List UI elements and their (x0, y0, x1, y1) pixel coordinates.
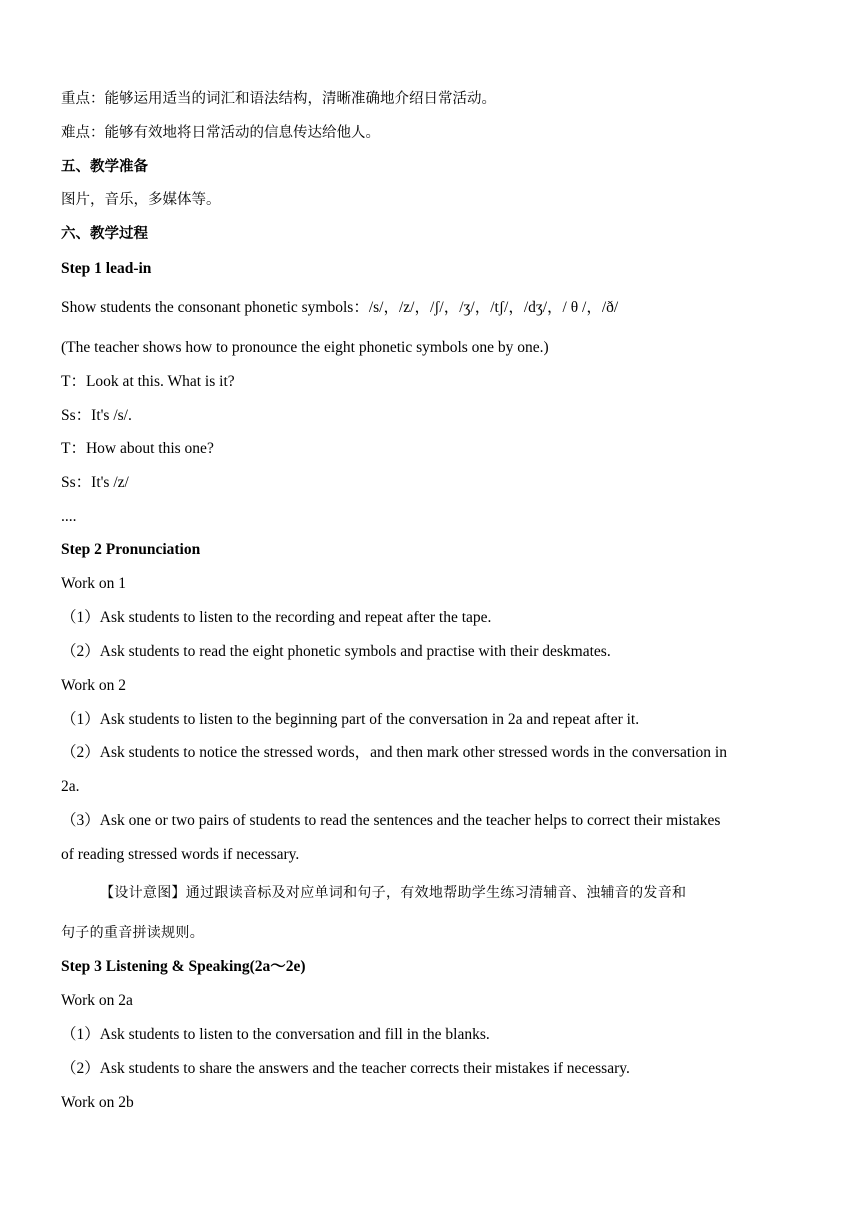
work-on-1-label: Work on 1 (61, 575, 127, 592)
section-5-heading: 五、教学准备 (61, 159, 148, 175)
work-on-2a-item-1: （1）Ask students to listen to the conversation and fill in the blanks. (61, 1026, 490, 1043)
work-on-2-item-2-line-1: （2）Ask students to notice the stressed words，and then mark other stressed words in the conversation in (61, 744, 727, 761)
difficult-point-line: 难点：能够有效地将日常活动的信息传达给他人。 (61, 125, 380, 141)
work-on-2b-label: Work on 2b (61, 1094, 134, 1111)
work-on-1-item-1: （1）Ask students to listen to the recording and repeat after the tape. (61, 609, 492, 626)
work-on-2-item-1: （1）Ask students to listen to the beginning part of the conversation in 2a and repeat after it. (61, 711, 640, 728)
work-on-1-item-2: （2）Ask students to read the eight phonetic symbols and practise with their deskmates. (61, 643, 611, 660)
step-1-phonetic-symbols: Show students the consonant phonetic symbols：/s/，/z/，/ʃ/，/ʒ/，/tʃ/，/dʒ/，/ θ /，/ð/ (61, 299, 619, 316)
work-on-2a-item-2: （2）Ask students to share the answers and the teacher corrects their mistakes if necessary. (61, 1060, 630, 1077)
dialog-line-2: Ss：It's /s/. (61, 407, 132, 424)
work-on-2-item-3-line-2: of reading stressed words if necessary. (61, 846, 300, 863)
work-on-2-item-2-line-2: 2a. (61, 778, 80, 795)
step-1-heading: Step 1 lead-in (61, 260, 152, 277)
step-2-heading: Step 2 Pronunciation (61, 541, 201, 558)
design-intent-line-1: 【设计意图】通过跟读音标及对应单词和句子，有效地帮助学生练习清辅音、浊辅音的发音和 (100, 885, 687, 901)
key-point-line: 重点：能够运用适当的词汇和语法结构，清晰准确地介绍日常活动。 (61, 91, 496, 107)
design-intent-line-2: 句子的重音拼读规则。 (61, 925, 204, 941)
dialog-line-3: T：How about this one? (61, 440, 214, 457)
section-6-heading: 六、教学过程 (61, 226, 148, 242)
dialog-line-4: Ss：It's /z/ (61, 474, 129, 491)
work-on-2-label: Work on 2 (61, 677, 127, 694)
work-on-2-item-3-line-1: （3）Ask one or two pairs of students to read the sentences and the teacher helps to correct their mistakes (61, 812, 721, 829)
ellipsis-line: .... (61, 508, 77, 525)
step-3-heading: Step 3 Listening & Speaking(2a～2e) (61, 958, 306, 975)
section-5-body: 图片，音乐，多媒体等。 (61, 192, 221, 208)
work-on-2a-label: Work on 2a (61, 992, 133, 1009)
step-1-teacher-note: (The teacher shows how to pronounce the eight phonetic symbols one by one.) (61, 339, 549, 356)
dialog-line-1: T：Look at this. What is it? (61, 373, 235, 390)
